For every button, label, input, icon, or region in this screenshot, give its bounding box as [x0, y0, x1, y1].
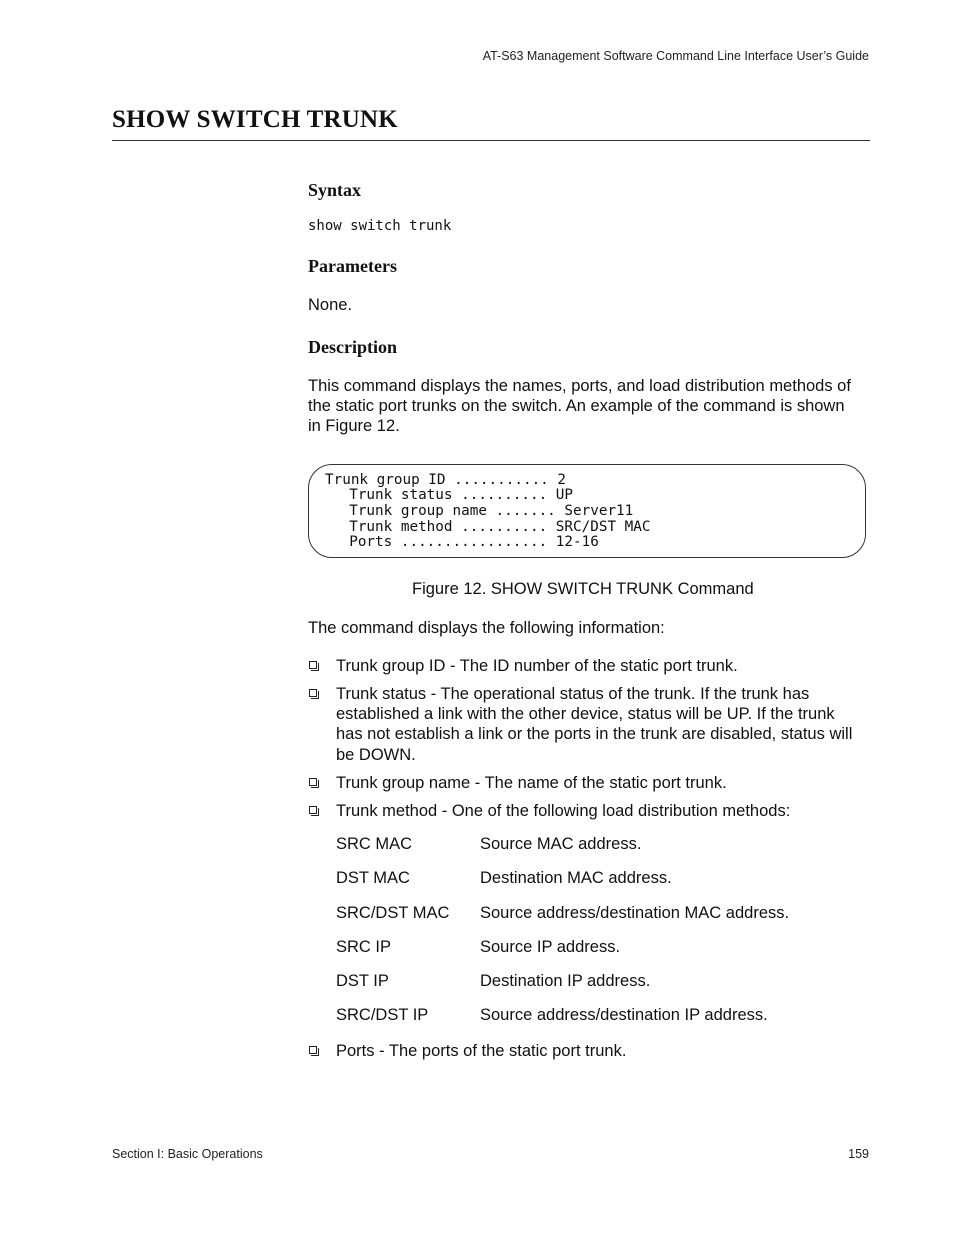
- description-line: in Figure 12.: [308, 417, 400, 435]
- bullet-text: Trunk group ID - The ID number of the static port trunk.: [336, 657, 738, 675]
- footer-section: Section I: Basic Operations: [112, 1147, 263, 1161]
- checkbox-bullet-icon: [309, 1046, 317, 1054]
- method-definition: Source IP address.: [480, 938, 621, 956]
- method-term: SRC/DST IP: [336, 1006, 429, 1024]
- description-heading: Description: [308, 337, 397, 357]
- bullet-text: Trunk status - The operational status of the trunk. If the trunk has: [336, 685, 810, 703]
- info-intro: The command displays the following information:: [308, 619, 665, 637]
- method-term: SRC IP: [336, 938, 392, 956]
- page-title: SHOW SWITCH TRUNK: [112, 106, 398, 133]
- method-term: DST MAC: [336, 869, 410, 887]
- parameters-text: None.: [308, 296, 353, 314]
- method-definition: Source MAC address.: [480, 835, 642, 853]
- code-line: Trunk group name ....... Server11: [332, 503, 634, 519]
- bullet-text: established a link with the other device, status will be UP. If the trunk: [336, 705, 835, 723]
- code-line: Trunk status .......... UP: [332, 487, 574, 503]
- method-definition: Destination MAC address.: [480, 869, 672, 887]
- bullet-text: Trunk group name - The name of the static port trunk.: [336, 774, 727, 792]
- method-definition: Source address/destination IP address.: [480, 1006, 768, 1024]
- bullet-text: Ports - The ports of the static port trunk.: [336, 1042, 627, 1060]
- code-line: Ports ................. 12-16: [332, 534, 599, 550]
- bullet-text: be DOWN.: [336, 746, 416, 764]
- footer-page-number: 159: [848, 1147, 869, 1161]
- figure-caption: Figure 12. SHOW SWITCH TRUNK Command: [412, 580, 754, 598]
- checkbox-bullet-icon: [309, 689, 317, 697]
- bullet-text: Trunk method - One of the following load distribution methods:: [336, 802, 791, 820]
- code-example-box: [308, 464, 866, 558]
- bullet-text: has not establish a link or the ports in the trunk are disabled, status will: [336, 725, 853, 743]
- description-line: This command displays the names, ports, and load distribution methods of: [308, 377, 851, 395]
- checkbox-bullet-icon: [309, 661, 317, 669]
- title-rule: [112, 140, 870, 141]
- method-definition: Source address/destination MAC address.: [480, 904, 790, 922]
- method-definition: Destination IP address.: [480, 972, 651, 990]
- parameters-heading: Parameters: [308, 256, 397, 276]
- code-line: Trunk method .......... SRC/DST MAC: [332, 519, 651, 535]
- code-line: Trunk group ID ........... 2: [325, 472, 567, 488]
- description-line: the static port trunks on the switch. An example of the command is shown: [308, 397, 845, 415]
- syntax-command: show switch trunk: [308, 218, 452, 234]
- checkbox-bullet-icon: [309, 806, 317, 814]
- method-term: SRC/DST MAC: [336, 904, 450, 922]
- running-header: AT-S63 Management Software Command Line Interface User’s Guide: [482, 49, 869, 63]
- syntax-heading: Syntax: [308, 180, 362, 200]
- method-term: SRC MAC: [336, 835, 413, 853]
- checkbox-bullet-icon: [309, 778, 317, 786]
- method-term: DST IP: [336, 972, 389, 990]
